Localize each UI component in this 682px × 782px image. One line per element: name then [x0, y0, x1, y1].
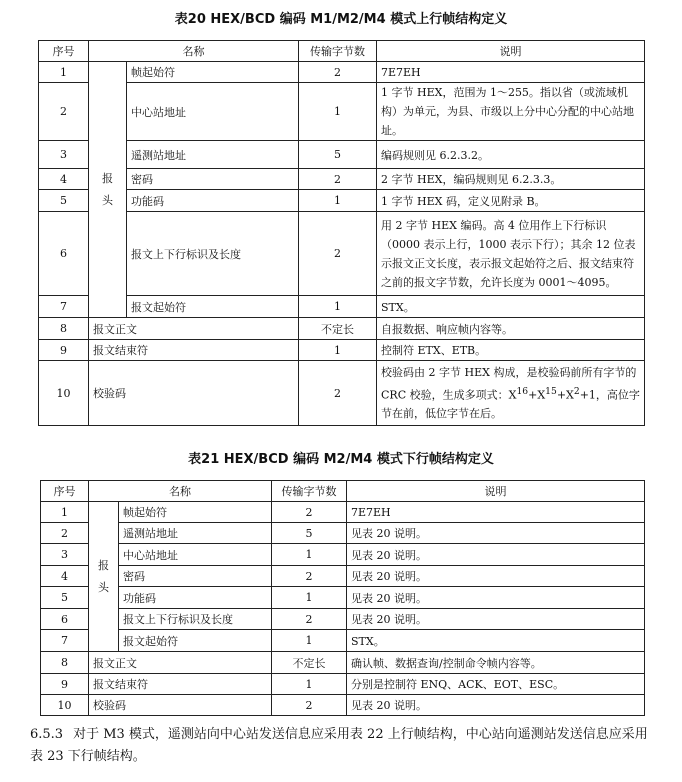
row-name: 中心站地址	[119, 544, 272, 566]
row-bytes: 5	[272, 523, 347, 544]
section-number: 6.5.3	[30, 727, 64, 742]
table-row	[41, 544, 645, 566]
row-seq: 5	[41, 587, 89, 609]
row-name: 报文上下行标识及长度	[127, 212, 299, 296]
table-row	[39, 83, 645, 141]
header-seq: 序号	[41, 481, 89, 502]
row-bytes: 2	[299, 361, 377, 426]
row-name: 报文结束符	[89, 340, 299, 361]
header-desc: 说明	[347, 481, 645, 502]
row-name: 校验码	[89, 361, 299, 426]
table-row	[41, 674, 645, 695]
row-desc: 编码规则见 6.2.3.2。	[377, 141, 645, 169]
section-paragraph	[30, 724, 660, 768]
row-bytes: 2	[272, 695, 347, 716]
row-name: 报文起始符	[119, 630, 272, 652]
table-row	[41, 587, 645, 609]
row-bytes: 2	[272, 566, 347, 587]
table-row	[41, 523, 645, 544]
row-seq: 1	[39, 62, 89, 83]
row-desc: 确认帧、数据查询/控制命令帧内容等。	[347, 652, 645, 674]
crc-exp-15: 15	[545, 385, 557, 397]
row-seq: 9	[39, 340, 89, 361]
row-seq: 3	[39, 141, 89, 169]
row-bytes: 1	[272, 630, 347, 652]
crc-exp-16: 16	[516, 385, 529, 397]
row-bytes: 1	[299, 340, 377, 361]
row-seq: 1	[41, 502, 89, 523]
row-seq: 2	[39, 83, 89, 141]
header-seq: 序号	[39, 41, 89, 62]
table-row	[39, 296, 645, 318]
group-label-text: 报头	[98, 558, 109, 594]
row-name: 报文正文	[89, 318, 299, 340]
table-21	[40, 480, 645, 716]
table-row	[39, 62, 645, 83]
row-name: 密码	[119, 566, 272, 587]
table-row	[39, 361, 645, 426]
table-row	[39, 141, 645, 169]
row-name: 校验码	[89, 695, 272, 716]
crc-exp-2: 2	[573, 385, 580, 397]
row-seq: 2	[41, 523, 89, 544]
row-name: 遥测站地址	[119, 523, 272, 544]
row-seq: 9	[41, 674, 89, 695]
row-seq: 4	[41, 566, 89, 587]
table-header-row	[39, 41, 645, 62]
table-row	[39, 190, 645, 212]
row-bytes: 不定长	[272, 652, 347, 674]
table-row	[39, 169, 645, 190]
table-row	[41, 566, 645, 587]
table-20-caption: 表20 HEX/BCD 编码 M1/M2/M4 模式上行帧结构定义	[174, 12, 508, 27]
crc-desc-post: +1，高位字节在前，低位字节在后。	[381, 388, 640, 421]
row-bytes: 2	[299, 169, 377, 190]
row-bytes: 1	[272, 587, 347, 609]
row-name: 报文结束符	[89, 674, 272, 695]
row-bytes: 1	[299, 296, 377, 318]
header-bytes: 传输字节数	[272, 481, 347, 502]
row-seq: 3	[41, 544, 89, 566]
row-seq: 8	[39, 318, 89, 340]
row-seq: 6	[41, 609, 89, 630]
table-row	[41, 652, 645, 674]
row-name: 功能码	[127, 190, 299, 212]
row-name: 中心站地址	[127, 83, 299, 141]
header-name: 名称	[89, 41, 299, 62]
section-text: 对于 M3 模式，遥测站向中心站发送信息应采用表 22 上行帧结构，中心站向遥测站发送信息应采用表 23 下行帧结构。	[30, 727, 648, 764]
row-desc: 见表 20 说明。	[347, 695, 645, 716]
table-21-caption: 表21 HEX/BCD 编码 M2/M4 模式下行帧结构定义	[188, 452, 494, 467]
row-bytes: 2	[299, 62, 377, 83]
row-seq: 7	[39, 296, 89, 318]
row-desc	[377, 361, 645, 426]
row-bytes: 1	[299, 190, 377, 212]
row-bytes: 不定长	[299, 318, 377, 340]
row-name: 密码	[127, 169, 299, 190]
table-header-row	[41, 481, 645, 502]
row-bytes: 2	[272, 502, 347, 523]
header-name: 名称	[89, 481, 272, 502]
row-bytes: 1	[272, 544, 347, 566]
row-seq: 10	[41, 695, 89, 716]
row-desc: 用 2 字节 HEX 编码。高 4 位用作上下行标识（0000 表示上行，1000 表示下行）；其余 12 位表示报文正文长度，表示报文起始符之后、报文结束符之前的报文字节数，允许长度为 0001～4095。	[377, 212, 645, 296]
row-name: 报文起始符	[127, 296, 299, 318]
row-bytes: 2	[272, 609, 347, 630]
header-group-label	[89, 62, 127, 318]
row-bytes: 1	[299, 83, 377, 141]
row-seq: 4	[39, 169, 89, 190]
row-seq: 6	[39, 212, 89, 296]
row-desc: 见表 20 说明。	[347, 609, 645, 630]
row-desc: 见表 20 说明。	[347, 523, 645, 544]
header-group-label	[89, 502, 119, 652]
row-desc: 1 字节 HEX 码，定义见附录 B。	[377, 190, 645, 212]
table-row	[39, 318, 645, 340]
table-row	[39, 212, 645, 296]
row-seq: 10	[39, 361, 89, 426]
row-name: 功能码	[119, 587, 272, 609]
row-name: 遥测站地址	[127, 141, 299, 169]
row-desc: 7E7EH	[377, 62, 645, 83]
row-name: 报文正文	[89, 652, 272, 674]
row-desc: 7E7EH	[347, 502, 645, 523]
table-row	[41, 609, 645, 630]
row-desc: 见表 20 说明。	[347, 566, 645, 587]
row-desc: 分别是控制符 ENQ、ACK、EOT、ESC。	[347, 674, 645, 695]
table-20	[38, 40, 645, 426]
crc-desc-pre: 校验码由 2 字节 HEX 构成，是校验码前所有字节的 CRC 校验，生成多项式：X	[381, 365, 637, 402]
header-desc: 说明	[377, 41, 645, 62]
row-bytes: 2	[299, 212, 377, 296]
row-seq: 8	[41, 652, 89, 674]
crc-term: +X	[556, 388, 574, 402]
table-row	[41, 502, 645, 523]
row-name: 报文上下行标识及长度	[119, 609, 272, 630]
row-name: 帧起始符	[127, 62, 299, 83]
row-bytes: 5	[299, 141, 377, 169]
row-bytes: 1	[272, 674, 347, 695]
row-desc: 1 字节 HEX，范围为 1～255。指以省（或流域机构）为单元，为县、市级以上分中心分配的中心站地址。	[377, 83, 645, 141]
row-seq: 7	[41, 630, 89, 652]
row-desc: 自报数据、响应帧内容等。	[377, 318, 645, 340]
row-name: 帧起始符	[119, 502, 272, 523]
group-label-text: 报头	[102, 171, 113, 207]
row-seq: 5	[39, 190, 89, 212]
table-row	[39, 340, 645, 361]
crc-term: +X	[528, 388, 546, 402]
row-desc: 见表 20 说明。	[347, 544, 645, 566]
table-row	[41, 695, 645, 716]
row-desc: 见表 20 说明。	[347, 587, 645, 609]
row-desc: STX。	[377, 296, 645, 318]
row-desc: 2 字节 HEX，编码规则见 6.2.3.3。	[377, 169, 645, 190]
header-bytes: 传输字节数	[299, 41, 377, 62]
row-desc: 控制符 ETX、ETB。	[377, 340, 645, 361]
table-row	[41, 630, 645, 652]
row-desc: STX。	[347, 630, 645, 652]
